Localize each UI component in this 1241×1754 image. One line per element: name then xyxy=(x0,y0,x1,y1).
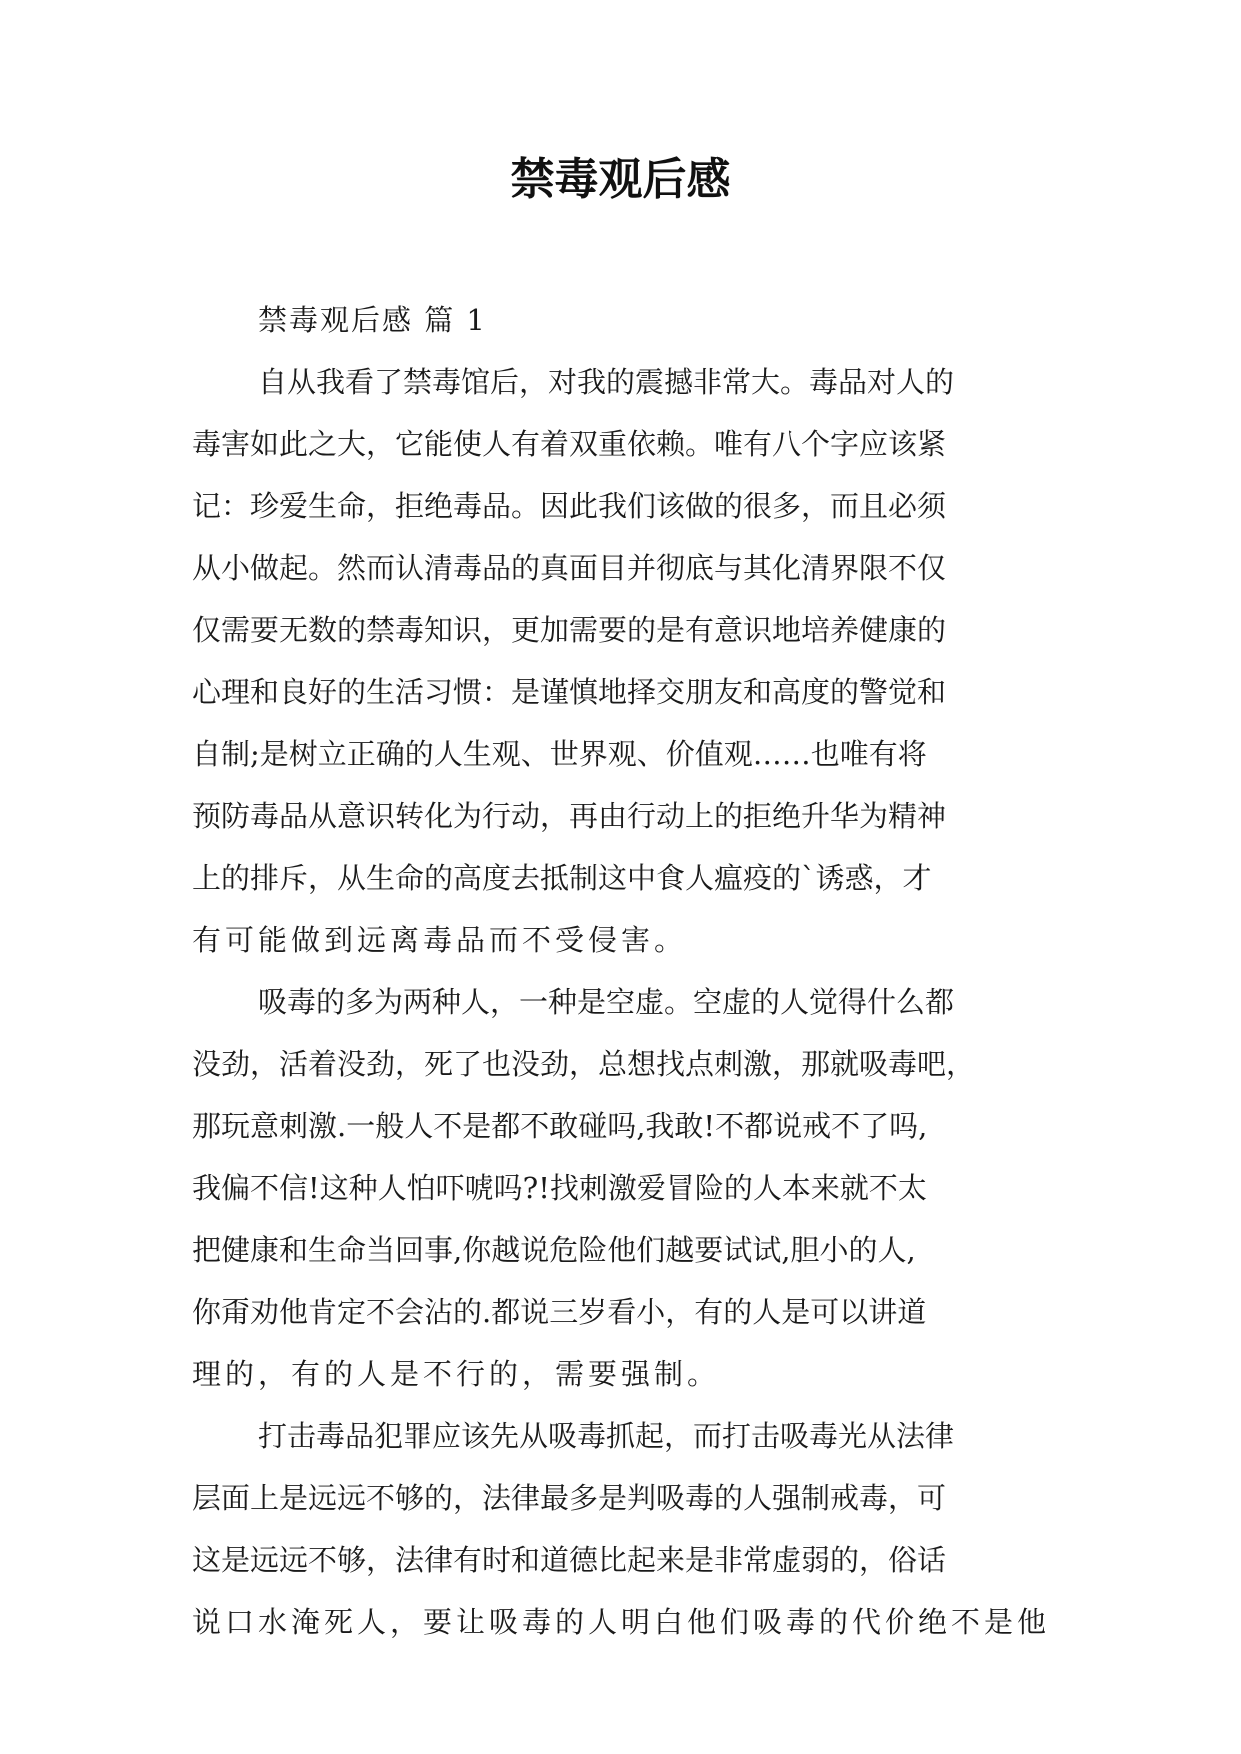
paragraph-line: 层面上是远远不够的，法律最多是判吸毒的人强制戒毒，可 xyxy=(192,1481,947,1515)
paragraph xyxy=(192,971,1052,1405)
paragraph-line: 把健康和生命当回事,你越说危险他们越要试试,胆小的人, xyxy=(192,1233,916,1267)
paragraph-line: 预防毒品从意识转化为行动，再由行动上的拒绝升华为精神 xyxy=(192,799,947,833)
paragraph-line: 毒害如此之大，它能使人有着双重依赖。唯有八个字应该紧 xyxy=(192,427,947,461)
paragraph-line: 自从我看了禁毒馆后，对我的震撼非常大。毒品对人的 xyxy=(258,365,955,399)
paragraph-line: 我偏不信!这种人怕吓唬吗?!找刺激爱冒险的人本来就不太 xyxy=(192,1171,927,1205)
paragraph-line: 那玩意刺激.一般人不是都不敢碰吗,我敢!不都说戒不了吗, xyxy=(192,1109,928,1143)
paragraph-line: 吸毒的多为两种人，一种是空虚。空虚的人觉得什么都 xyxy=(258,985,955,1019)
paragraph-line: 打击毒品犯罪应该先从吸毒抓起，而打击吸毒光从法律 xyxy=(258,1419,955,1453)
document-body xyxy=(192,289,1052,1653)
paragraph-list xyxy=(192,351,1052,1653)
paragraph-line: 没劲，活着没劲，死了也没劲，总想找点刺激，那就吸毒吧， xyxy=(192,1047,976,1081)
paragraph-line: 说口水淹死人，要让吸毒的人明白他们吸毒的代价绝不是他 xyxy=(192,1605,1051,1639)
paragraph xyxy=(192,351,1052,971)
paragraph-line: 理的，有的人是不行的，需要强制。 xyxy=(192,1357,721,1391)
paragraph-line: 心理和良好的生活习惯：是谨慎地择交朋友和高度的警觉和 xyxy=(192,675,947,709)
paragraph-line: 上的排斥，从生命的高度去抵制这中食人瘟疫的`诱惑，才 xyxy=(192,861,932,895)
paragraph-line: 有可能做到远离毒品而不受侵害。 xyxy=(192,923,688,957)
paragraph-line: 从小做起。然而认清毒品的真面目并彻底与其化清界限不仅 xyxy=(192,551,947,585)
paragraph-line: 仅需要无数的禁毒知识，更加需要的是有意识地培养健康的 xyxy=(192,613,947,647)
paragraph xyxy=(192,1405,1052,1653)
paragraph-line: 自制;是树立正确的人生观、世界观、价值观……也唯有将 xyxy=(192,737,927,771)
paragraph-line: 你甭劝他肯定不会沾的.都说三岁看小，有的人是可以讲道 xyxy=(192,1295,927,1329)
document-title: 禁毒观后感 xyxy=(510,154,731,205)
paragraph-line: 记：珍爱生命，拒绝毒品。因此我们该做的很多，而且必须 xyxy=(192,489,947,523)
paragraph-line: 这是远远不够，法律有时和道德比起来是非常虚弱的，俗话 xyxy=(192,1543,947,1577)
section-heading: 禁毒观后感 篇 1 xyxy=(258,303,487,337)
